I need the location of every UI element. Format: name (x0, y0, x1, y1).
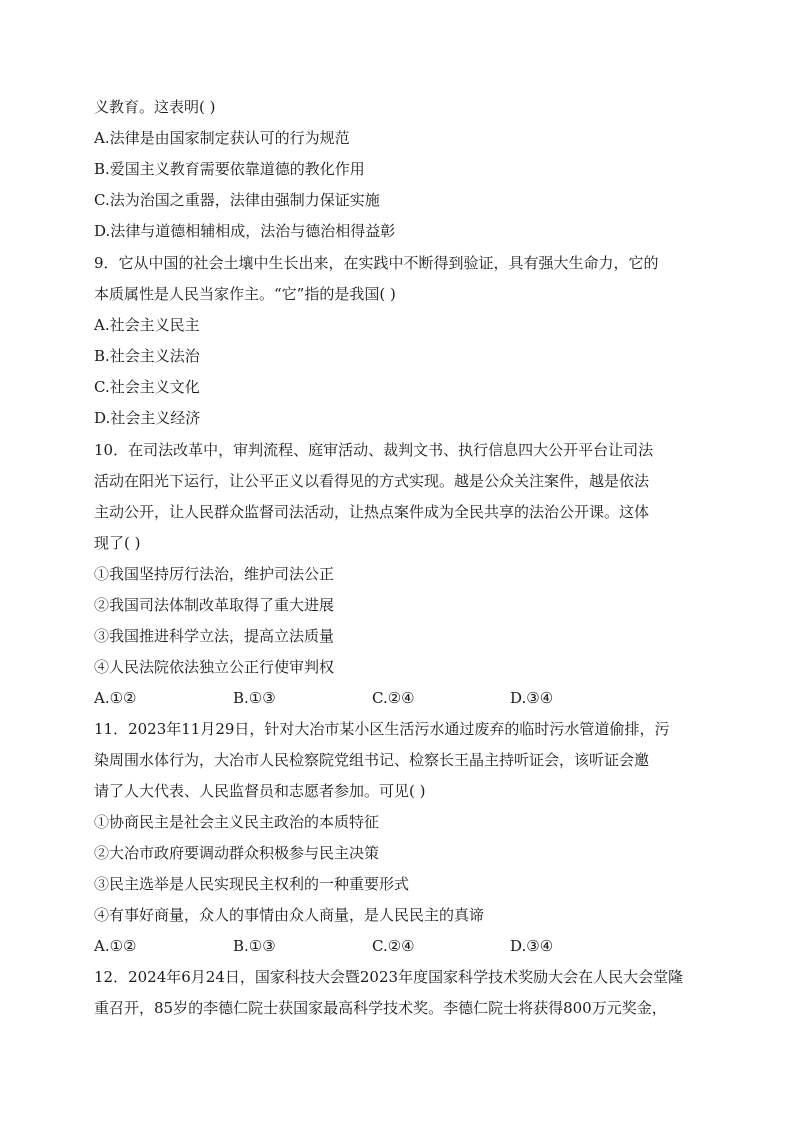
q9-option-b: B.社会主义法治 (94, 347, 200, 365)
q12-stem-line-1: 12．2024年6月24日，国家科技大会暨2023年度国家科学技术奖励大会在人民大会堂隆 (94, 968, 684, 986)
q9-option-c: C.社会主义文化 (94, 378, 200, 396)
q11-statement-4: ④有事好商量，众人的事情由众人商量，是人民民主的真谛 (94, 906, 485, 924)
q8-option-a: A.法律是由国家制定获认可的行为规范 (94, 129, 350, 147)
q10-statement-4: ④人民法院依法独立公正行使审判权 (94, 658, 335, 676)
q11-stem-line-2: 染周围水体行为，大冶市人民检察院党组书记、检察长王晶主持听证会，该听证会邀 (94, 751, 650, 769)
q8-option-b: B.爱国主义教育需要依靠道德的教化作用 (94, 160, 365, 178)
q10-choice-c: C.②④ (372, 689, 415, 707)
q11-choice-c: C.②④ (372, 937, 415, 955)
q11-choice-b: B.①③ (233, 937, 276, 955)
q9-option-a: A.社会主义民主 (94, 316, 200, 334)
q10-statement-2: ②我国司法体制改革取得了重大进展 (94, 596, 335, 614)
q11-choices (94, 936, 700, 956)
q10-choice-a: A.①② (94, 689, 137, 707)
q11-statement-3: ③民主选举是人民实现民主权利的一种重要形式 (94, 875, 410, 893)
q9-stem-line-1: 9．它从中国的社会土壤中生长出来，在实践中不断得到验证，具有强大生命力，它的 (94, 254, 659, 272)
q11-choice-a: A.①② (94, 937, 137, 955)
q9-option-d: D.社会主义经济 (94, 409, 201, 427)
q11-stem-line-3: 请了人大代表、人民监督员和志愿者参加。可见( ) (94, 782, 426, 800)
q11-statement-1: ①协商民主是社会主义民主政治的本质特征 (94, 813, 380, 831)
q10-stem-line-2: 活动在阳光下运行，让公平正义以看得见的方式实现。越是公众关注案件，越是依法 (94, 472, 650, 490)
q10-statement-1: ①我国坚持厉行法治，维护司法公正 (94, 565, 335, 583)
q8-stem-end: 义教育。这表明( ) (94, 98, 216, 116)
q10-statement-3: ③我国推进科学立法，提高立法质量 (94, 627, 335, 645)
q8-option-c: C.法为治国之重器，法律由强制力保证实施 (94, 191, 380, 209)
q12-stem-line-2: 重召开，85岁的李德仁院士获国家最高科学技术奖。李德仁院士将获得800万元奖金， (94, 999, 667, 1017)
q10-choice-d: D.③④ (510, 689, 554, 707)
q10-stem-line-1: 10．在司法改革中，审判流程、庭审活动、裁判文书、执行信息四大公开平台让司法 (94, 441, 654, 459)
q9-stem-line-2: 本质属性是人民当家作主。“它”指的是我国( ) (94, 285, 396, 303)
q10-choices (94, 688, 700, 708)
q10-stem-line-3: 主动公开，让人民群众监督司法活动，让热点案件成为全民共享的法治公开课。这体 (94, 503, 650, 521)
q10-choice-b: B.①③ (233, 689, 276, 707)
q11-choice-d: D.③④ (510, 937, 554, 955)
q10-stem-line-4: 现了( ) (94, 534, 141, 552)
q11-statement-2: ②大冶市政府要调动群众积极参与民主决策 (94, 844, 380, 862)
q11-stem-line-1: 11．2023年11月29日，针对大冶市某小区生活污水通过废弃的临时污水管道偷排，污 (94, 720, 670, 738)
q8-option-d: D.法律与道德相辅相成，法治与德治相得益彰 (94, 222, 396, 240)
